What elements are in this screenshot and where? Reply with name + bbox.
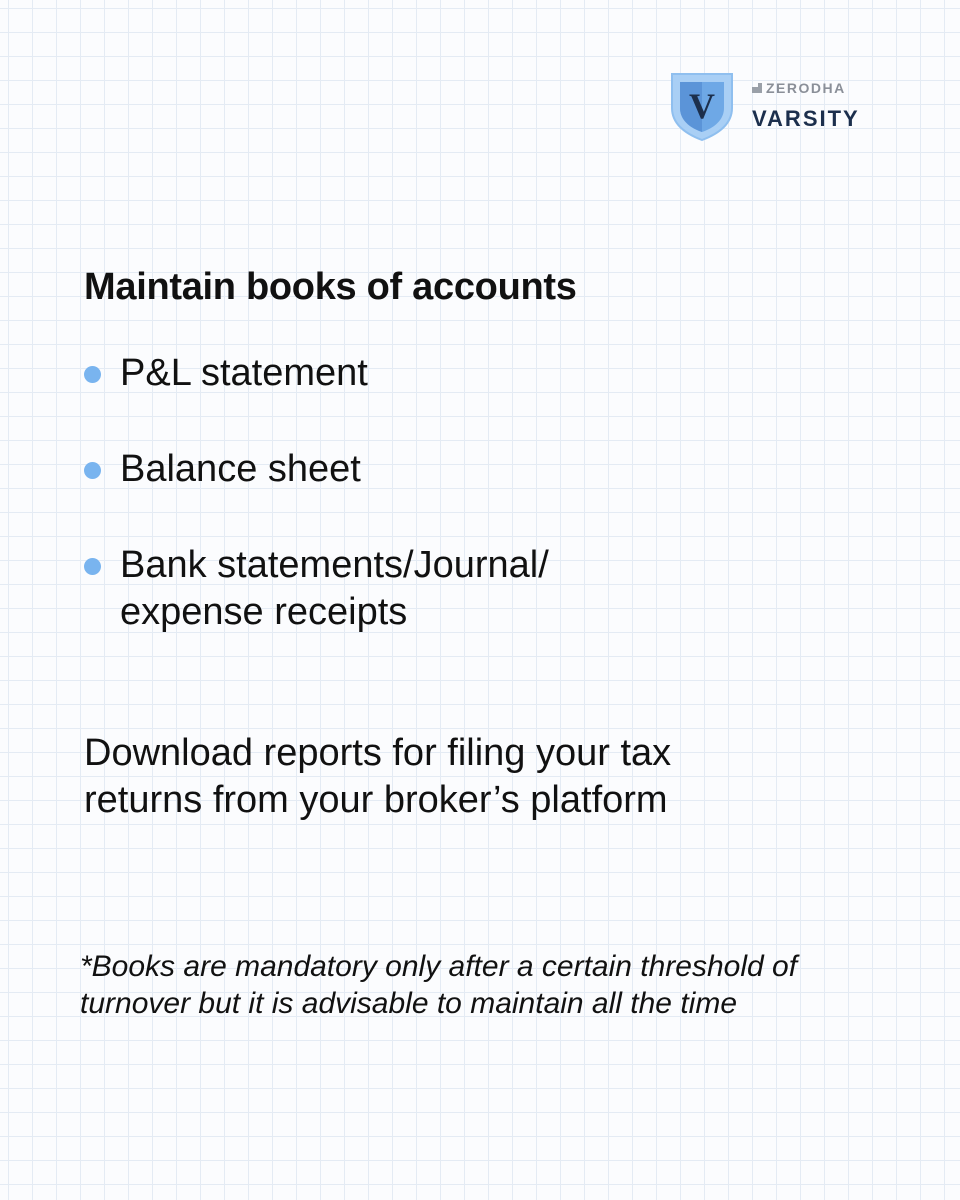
zerodha-mark-icon bbox=[752, 83, 762, 93]
shield-icon bbox=[670, 72, 734, 142]
list-item-text: Bank statements/Journal/ expense receipts bbox=[120, 544, 549, 633]
body-paragraph: Download reports for filing your tax returns from your broker’s platform bbox=[84, 732, 672, 821]
list-item-text: P&L statement bbox=[120, 352, 368, 394]
brand-name bbox=[752, 80, 846, 96]
shield-letter: V bbox=[689, 86, 715, 126]
list-item bbox=[84, 446, 784, 493]
varsity-logo bbox=[670, 72, 870, 144]
list-item-text: Balance sheet bbox=[120, 448, 361, 490]
bullet-dot-icon bbox=[84, 462, 101, 479]
brand-label: ZERODHA bbox=[766, 80, 846, 96]
bullet-dot-icon bbox=[84, 366, 101, 383]
list-item bbox=[84, 350, 784, 397]
product-name: VARSITY bbox=[752, 106, 860, 131]
list-item bbox=[84, 542, 784, 636]
page-title: Maintain books of accounts bbox=[84, 266, 577, 308]
bullet-dot-icon bbox=[84, 558, 101, 575]
footnote: *Books are mandatory only after a certain threshold of turnover but it is advisable to maintain all the time bbox=[80, 950, 798, 1020]
bullet-list bbox=[84, 350, 784, 685]
